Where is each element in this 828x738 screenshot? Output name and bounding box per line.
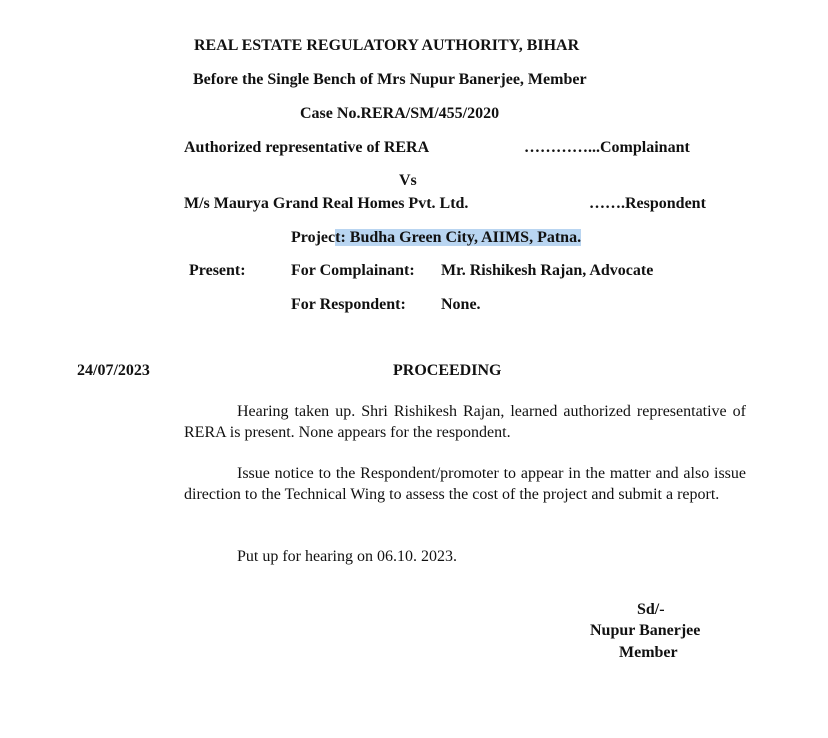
respondent-name: M/s Maurya Grand Real Homes Pvt. Ltd.: [184, 195, 469, 212]
versus-label: Vs: [399, 172, 417, 189]
complainant-name: Authorized representative of RERA: [184, 139, 430, 156]
paragraph-hearing: Hearing taken up. Shri Rishikesh Rajan, learned authorized representative of RERA is present. None appears for the respondent.: [184, 403, 746, 441]
authority-title: REAL ESTATE REGULATORY AUTHORITY, BIHAR: [194, 37, 580, 54]
selected-text-highlight[interactable]: t: Budha Green City, AIIMS, Patna.: [335, 229, 582, 246]
signature-name: Nupur Banerjee: [590, 622, 701, 639]
paragraph-next-hearing: Put up for hearing on 06.10. 2023.: [237, 548, 457, 565]
proceeding-date: 24/07/2023: [77, 362, 150, 379]
complainant-role: …………...Complainant: [524, 139, 690, 156]
for-respondent-value: None.: [441, 296, 481, 313]
for-respondent-label: For Respondent:: [291, 296, 406, 313]
project-line[interactable]: [291, 228, 581, 248]
for-complainant-value: Mr. Rishikesh Rajan, Advocate: [441, 262, 654, 279]
signature-designation: Member: [619, 644, 678, 661]
paragraph-notice: Issue notice to the Respondent/promoter to appear in the matter and also issue direction to the Technical Wing to assess the cost of the project and submit a report.: [184, 465, 746, 503]
project-prefix: Projec: [291, 229, 336, 246]
present-label: Present:: [189, 262, 246, 279]
for-complainant-label: For Complainant:: [291, 262, 415, 279]
proceeding-title: PROCEEDING: [393, 362, 502, 379]
bench-line: Before the Single Bench of Mrs Nupur Banerjee, Member: [193, 71, 587, 88]
signature-sd: Sd/-: [637, 601, 665, 618]
case-number: Case No.RERA/SM/455/2020: [300, 105, 500, 122]
respondent-role: …….Respondent: [589, 195, 706, 212]
